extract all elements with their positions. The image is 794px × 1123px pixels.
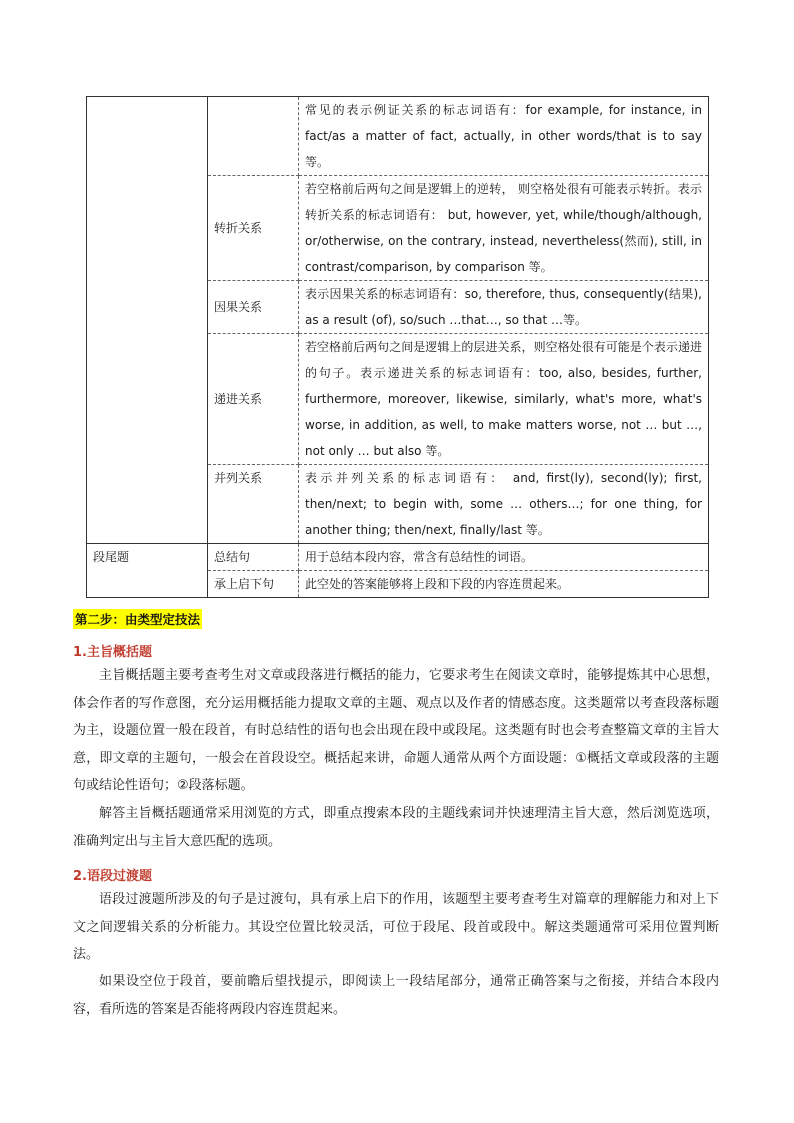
paragraph-main-idea-1: 主旨概括题主要考查考生对文章或段落进行概括的能力，它要求考生在阅读文章时，能够提炼其中心思想，体会作者的写作意图，充分运用概括能力提取文章的主题、观点以及作者的情感态度。这类题常以考查段落标题为主，设题位置一般在段首，有时总结性的语句也会出现在段中或段尾。这类题有时也会考查整篇文章的主旨大意，即文章的主题句，一般会在首段设空。概括起来讲，命题人通常从两个方面设题：①概括文章或段落的主题句或结论性语句；②段落标题。 [73,668,719,793]
table-cell-category: 段尾题 [87,544,208,598]
paragraph-transition-2: 如果设空位于段首，要前瞻后望找提示，即阅读上一段结尾部分，通常正确答案与之衔接，并结合本段内容，看所选的答案是否能将两段内容连贯起来。 [73,974,719,1017]
table-cell-relation: 因果关系 [208,281,299,334]
table-cell-category [87,97,208,544]
sub-heading-main-idea: 1.主旨概括题 [73,645,152,660]
table-cell-relation: 转折关系 [208,176,299,281]
table-cell-relation: 总结句 [208,544,299,571]
table-cell-description: 此空处的答案能够将上段和下段的内容连贯起来。 [299,571,709,598]
table-cell-description: 用于总结本段内容，常含有总结性的词语。 [299,544,709,571]
table-cell-relation: 并列关系 [208,465,299,544]
paragraph-main-idea-2: 解答主旨概括题通常采用浏览的方式，即重点搜索本段的主题线索词并快速理清主旨大意，然后浏览选项，准确判定出与主旨大意匹配的选项。 [73,806,719,849]
table-cell-relation: 递进关系 [208,334,299,465]
step-heading: 第二步：由类型定技法 [73,609,202,629]
table-cell-description: 表示并列关系的标志词语有： and, first(ly), second(ly); first, then/next; to begin with, some … others…; for one thing, for another thing; then/next, finally/last 等。 [299,465,709,544]
table-cell-relation: 承上启下句 [208,571,299,598]
table-cell-description: 若空格前后两句之间是逻辑上的逆转， 则空格处很有可能表示转折。表示转折关系的标志词语有： but, however, yet, while/though/although, or/otherwise, on the contrary, instead, nevertheless(然而), still, in contrast/comparison, by comparison 等。 [299,176,709,281]
table-cell-description: 常见的表示例证关系的标志词语有：for example, for instance, in fact/as a matter of fact, actually, in other words/that is to say 等。 [299,97,709,176]
table-cell-relation [208,97,299,176]
paragraph-transition-1: 语段过渡题所涉及的句子是过渡句，具有承上启下的作用，该题型主要考查考生对篇章的理解能力和对上下文之间逻辑关系的分析能力。其设空位置比较灵活，可位于段尾、段首或段中。解这类题通常可采用位置判断法。 [73,892,719,962]
table-row [87,97,709,176]
sub-heading-transition: 2.语段过渡题 [73,869,152,884]
table-cell-description: 表示因果关系的标志词语有：so, therefore, thus, consequently(结果), as a result (of), so/such …that…, so that …等。 [299,281,709,334]
table-row [87,544,709,571]
table-cell-description: 若空格前后两句之间是逻辑上的层进关系，则空格处很有可能是个表示递进的句子。表示递进关系的标志词语有：too, also, besides, further, furthermore, moreover, likewise, similarly, what's more, what's worse, in addition, as well, to make matters worse, not … but …, not only … but also 等。 [299,334,709,465]
relation-table [86,96,709,598]
